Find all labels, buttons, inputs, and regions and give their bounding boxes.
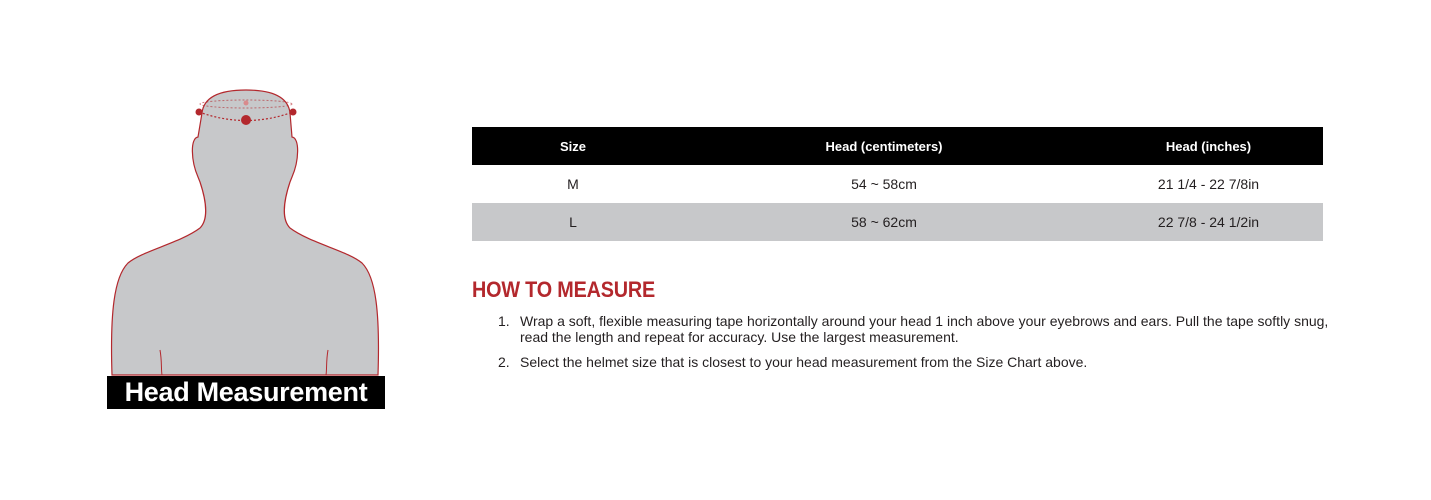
step-number: 2. <box>498 354 510 370</box>
tape-marker-back <box>244 101 249 106</box>
tape-marker-left <box>196 109 203 116</box>
figure-caption: Head Measurement <box>107 376 385 409</box>
how-to-measure-section <box>472 277 1332 379</box>
steps-list <box>472 313 1332 370</box>
tape-marker-front <box>241 115 251 125</box>
cell-centimeters: 58 ~ 62cm <box>674 203 1094 241</box>
list-item <box>472 313 1332 345</box>
header-centimeters: Head (centimeters) <box>674 127 1094 165</box>
step-text: Select the helmet size that is closest to your head measurement from the Size Chart above. <box>520 354 1088 370</box>
cell-inches: 21 1/4 - 22 7/8in <box>1157 176 1260 192</box>
body-silhouette <box>112 90 379 375</box>
silhouette-illustration <box>100 85 395 415</box>
table-row <box>472 203 1323 241</box>
step-text: Wrap a soft, flexible measuring tape horizontally around your head 1 inch above your eyebrows and ears. Pull the tape softly snug, read the length and repeat for accuracy. Use the largest measurement. <box>520 313 1329 345</box>
table-row <box>472 165 1323 203</box>
head-measurement-figure <box>100 85 395 415</box>
cell-centimeters: 54 ~ 58cm <box>851 176 917 192</box>
header-size: Size <box>472 127 674 165</box>
cell-inches: 22 7/8 - 24 1/2in <box>1094 203 1323 241</box>
list-item <box>472 354 1332 370</box>
table-header-row <box>472 127 1323 165</box>
cell-size: M <box>567 176 579 192</box>
tape-marker-right <box>290 109 297 116</box>
cell-size: L <box>472 203 674 241</box>
size-chart-table <box>472 127 1323 241</box>
header-inches: Head (inches) <box>1094 127 1323 165</box>
how-to-measure-title: HOW TO MEASURE <box>472 277 656 302</box>
step-number: 1. <box>498 313 510 329</box>
